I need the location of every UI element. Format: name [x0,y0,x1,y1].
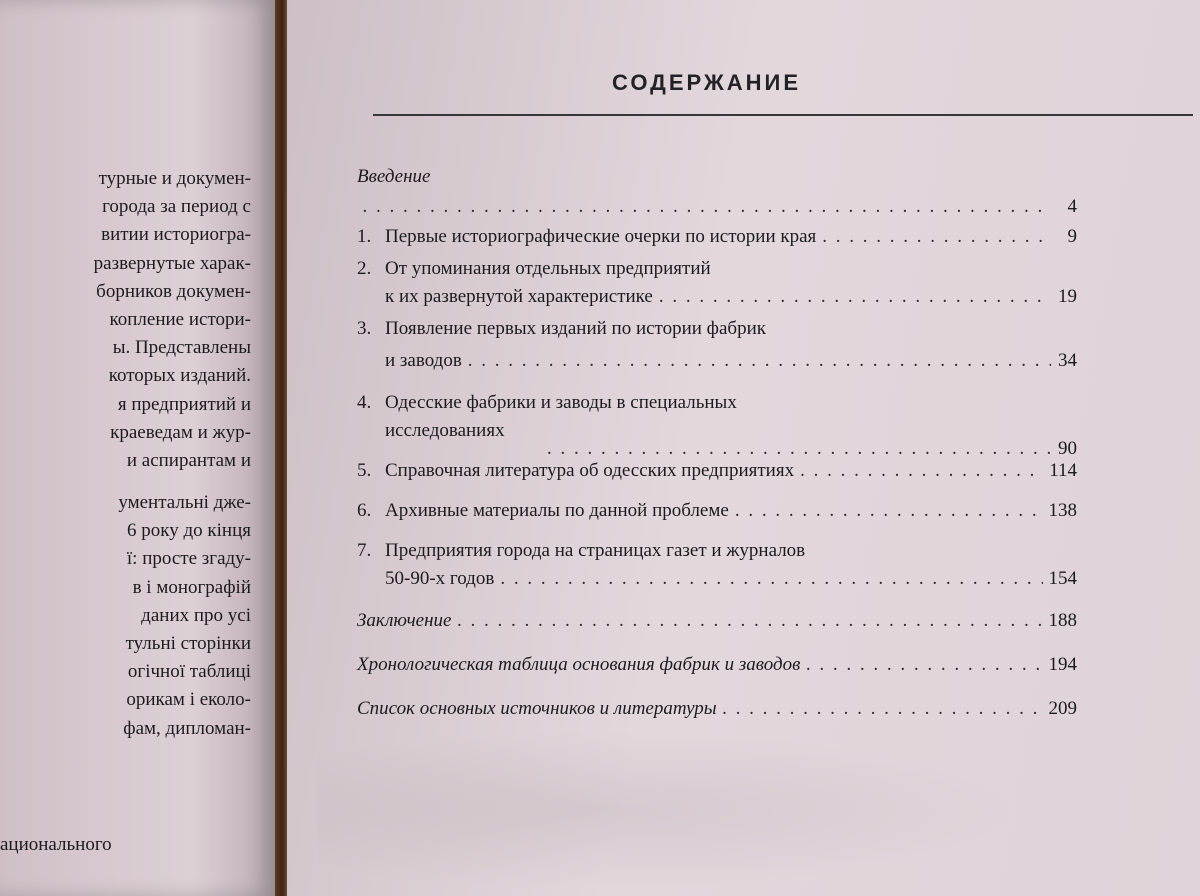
toc-page-number: 194 [1048,654,1077,675]
leader-dots [822,226,1051,248]
text-line: орикам і еколо- [126,689,251,711]
toc-page-number: 154 [1048,568,1077,589]
text-line: огічної таблиці [127,661,251,683]
toc-line [357,610,1077,632]
toc-entry-5 [357,460,1077,482]
text-line: тульні сторінки [125,633,251,655]
leader-dots [500,568,1042,590]
leader-dots [735,500,1043,522]
toc-line [357,286,1077,308]
leader-dots [363,196,1051,218]
toc-line [357,226,1077,248]
toc-line [357,460,1077,482]
text-line: города за период с [102,196,251,218]
text-line: я предприятий и [117,393,251,415]
toc-entry-2 [357,258,1077,308]
title-underline [373,114,1193,116]
toc-page-number: 209 [1048,698,1077,719]
toc-line [357,500,1077,522]
text-line: которых изданий. [108,365,251,387]
toc-entry-title: Заключение [357,610,452,631]
toc-page-number: 90 [1058,438,1077,459]
leader-dots [723,698,1043,720]
toc-entry-number: 6. [357,500,372,521]
toc-line [357,392,1077,414]
toc-entry-title: Список основных источников и литературы [357,698,717,719]
toc-page-number: 188 [1048,610,1077,631]
text-line: копление истори- [109,309,251,331]
toc-line [357,196,1077,218]
text-line: борников докумен- [96,280,251,302]
toc-entry-number: 2. [357,258,372,279]
toc-entry-title: Справочная литература об одесских предприятиях [385,460,795,481]
toc-entry-number: 3. [357,318,372,339]
toc-entry-title: Появление первых изданий по истории фабрик [385,318,766,339]
leader-dots [457,610,1042,632]
text-line: 6 року до кінця [127,520,251,542]
toc-line [357,166,1077,188]
text-line: витии историогра- [101,224,251,246]
leader-dots [659,286,1051,308]
toc-page-number: 138 [1048,500,1077,521]
text-line: ы. Представлены [112,337,251,359]
toc-entry-title-continued: и заводов [385,350,462,371]
toc-line [357,258,1077,280]
toc-line [357,350,1077,372]
toc-entry-number: 1. [357,226,372,247]
left-page [0,0,275,896]
toc-entry-chronology [357,654,1077,676]
toc-entry-title: Хронологическая таблица основания фабрик и заводов [357,654,801,675]
page-title: СОДЕРЖАНИЕ [612,70,802,95]
toc-entry-title-continued: исследованиях [385,420,505,441]
text-line: ї: просте згаду- [126,548,251,570]
text-line: развернутые харак- [93,252,251,274]
toc-entry-title: Предприятия города на страницах газет и журналов [385,540,806,561]
leader-dots [547,438,1051,460]
toc-entry-number: 7. [357,540,372,561]
toc-entry-introduction [357,166,1077,218]
left-text-fragment-lower [118,489,251,743]
text-line: краеведам и жур- [110,421,251,443]
toc-entry-title: Введение [357,166,431,187]
left-text-fragment-upper [94,165,251,475]
toc-entry-title: От упоминания отдельных предприятий [385,258,711,279]
toc-entry-number: 4. [357,392,372,413]
leader-dots [800,460,1043,482]
toc-line [357,318,1077,340]
toc-entry-conclusion [357,610,1077,632]
toc-entry-6 [357,500,1077,522]
toc-page-number: 19 [1058,286,1077,307]
leader-dots [468,350,1051,372]
toc-page-number: 34 [1058,350,1077,371]
toc-line [357,654,1077,676]
bleed-through-texture [317,730,1017,890]
toc-entry-number: 5. [357,460,372,481]
text-line: ументальні дже- [118,492,251,513]
right-page [287,0,1200,896]
toc-entry-bibliography [357,698,1077,720]
toc-entry-title: Одесские фабрики и заводы в специальных [385,392,737,413]
book-gutter [275,0,287,896]
toc-entry-title-continued: 50-90-х годов [385,568,495,589]
toc-entry-title: Архивные материалы по данной проблеме [385,500,729,521]
toc-line [357,698,1077,720]
text-line: турные и докумен- [98,168,251,189]
text-line: в і монографій [132,576,251,598]
toc-page-number: 9 [1067,226,1077,247]
toc-line [357,568,1077,590]
left-bottom-fragment: ационального [0,834,112,855]
text-line: и аспирантам и [126,450,251,472]
toc-page-number: 114 [1049,460,1077,481]
text-line: даних про усі [141,604,251,626]
toc-entry-1 [357,226,1077,248]
toc-entry-title-continued: к их развернутой характеристике [385,286,653,307]
toc-entry-7 [357,540,1077,590]
toc-entry-title: Первые историографические очерки по истории края [385,226,817,247]
leader-dots [806,654,1042,676]
toc-entry-3 [357,318,1077,372]
toc-entry-4 [357,392,1077,460]
toc-line [357,540,1077,562]
toc-page-number: 4 [1067,196,1077,217]
text-line: фам, дипломан- [123,717,251,739]
